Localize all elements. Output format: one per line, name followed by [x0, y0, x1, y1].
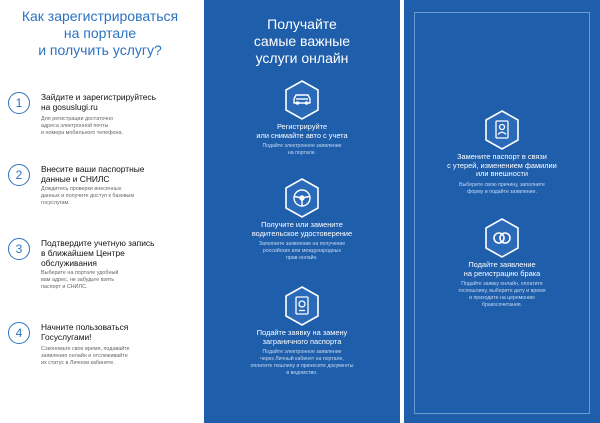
service-desc-line: госпошлину, выберите дату и время [458, 287, 546, 294]
title-line: и получить услугу? [38, 42, 162, 58]
step-desc-line: паспорт и СНИЛС. [41, 284, 88, 291]
title-line: Получайте [267, 16, 337, 32]
step-description [41, 116, 191, 138]
step-desc-line: и номера мобильного телефона. [41, 130, 124, 137]
service-title-line: Получите или замените [261, 220, 343, 229]
wedding-rings-icon [484, 218, 520, 258]
step-number: 3 [8, 238, 30, 260]
step-desc-line: вам адрес, не забудьте взять [41, 277, 115, 284]
step-title [41, 238, 199, 268]
step-title-line: Госуслугами! [41, 332, 92, 342]
passport-icon [284, 286, 320, 326]
panel-frame [414, 12, 590, 414]
title-line: на портале [63, 25, 137, 41]
panel-title [204, 16, 400, 67]
service-desc-line: через Личный кабинет на портале, [260, 355, 344, 362]
id-card-icon [484, 110, 520, 150]
service-title-line: заграничного паспорта [262, 336, 342, 346]
step-title-line: Внесите ваши паспортные [41, 164, 145, 174]
service-description [218, 349, 386, 377]
step-desc-line: их статус в Личном кабинете. [41, 360, 115, 367]
service-description [218, 143, 386, 157]
step-number: 2 [8, 164, 30, 186]
service-title-line: Регистрируйте [276, 122, 328, 131]
title-line: Как зарегистрироваться [21, 8, 179, 24]
service-title-line: Замените паспорт в связи [457, 152, 547, 161]
service-title-line: или внешности [475, 169, 529, 179]
service-desc-line: прав онлайн. [286, 254, 318, 261]
title-line: услуги онлайн [255, 50, 349, 66]
service-desc-line: форму и подайте заявление. [467, 188, 537, 195]
service-title-line: водительское удостоверение [251, 228, 353, 238]
service-desc-line: Подайте электронное заявление [262, 349, 342, 355]
step-desc-line: адреса электронной почты [41, 123, 109, 130]
service-description [418, 182, 586, 196]
registration-steps-column [0, 0, 200, 423]
service-desc-line: бракосочетания. [481, 301, 522, 308]
step-desc-line: заявления онлайн и отслеживайте [41, 353, 128, 360]
service-desc-line: Заполните заявление на получение [258, 241, 346, 247]
additional-services-panel [404, 0, 600, 423]
service-description [218, 241, 386, 262]
service-desc-line: на портале. [287, 149, 317, 156]
step-desc-line: Выберите на портале удобный [41, 270, 119, 276]
step-description [41, 270, 191, 292]
step-desc-line: Для регистрации достаточно [41, 116, 114, 122]
step-desc-line: Дождитесь проверки внесенных [41, 186, 122, 192]
step-desc-line: госуслугам. [41, 200, 70, 207]
service-desc-line: Подайте заявку онлайн, оплатите [461, 281, 543, 287]
step-desc-line: Сэкономьте свое время, подавайте [41, 346, 130, 352]
service-title [414, 153, 590, 179]
step-title-line: данные и СНИЛС [41, 174, 110, 184]
service-description [418, 281, 586, 309]
page-title [4, 8, 196, 59]
service-title [214, 123, 390, 140]
online-services-panel [204, 0, 400, 423]
service-title-line: Подайте заявку на замену [256, 328, 348, 337]
step-title-line: Зайдите и зарегистрируйтесь [41, 92, 156, 102]
step-number: 4 [8, 322, 30, 344]
title-line: самые важные [253, 33, 351, 49]
step-description [41, 346, 191, 368]
step-title [41, 322, 199, 342]
step-title-line: на gosuslugi.ru [41, 102, 98, 112]
service-title [214, 329, 390, 346]
service-desc-line: и приходите на церемонию [469, 294, 535, 301]
service-title-line: Подайте заявление [468, 260, 536, 269]
service-title-line: с утерей, изменением фамилии [447, 160, 557, 170]
step-title-line: обслуживания [41, 258, 97, 268]
service-title [414, 261, 590, 278]
step-title [41, 164, 199, 184]
step-title-line: Начните пользоваться [41, 322, 129, 332]
step-desc-line: данных и получите доступ к базовым [41, 193, 135, 200]
service-title-line: или снимайте авто с учета [256, 130, 348, 140]
service-title [214, 221, 390, 238]
service-desc-line: Выберите свою причину, заполните [459, 182, 545, 188]
step-description [41, 186, 191, 208]
service-desc-line: в ведомство. [286, 369, 318, 376]
steering-wheel-icon [284, 178, 320, 218]
step-title-line: Подтвердите учетную запись [41, 238, 155, 248]
step-title-line: в ближайшем Центре [41, 248, 125, 258]
step-number: 1 [8, 92, 30, 114]
service-desc-line: российских или международных [263, 247, 341, 254]
service-title-line: на регистрацию брака [463, 268, 541, 278]
service-desc-line: оплатите пошлину и принесите документы [250, 362, 354, 369]
car-icon [284, 80, 320, 120]
step-title [41, 92, 199, 112]
service-desc-line: Подайте электронное заявление [262, 143, 342, 149]
